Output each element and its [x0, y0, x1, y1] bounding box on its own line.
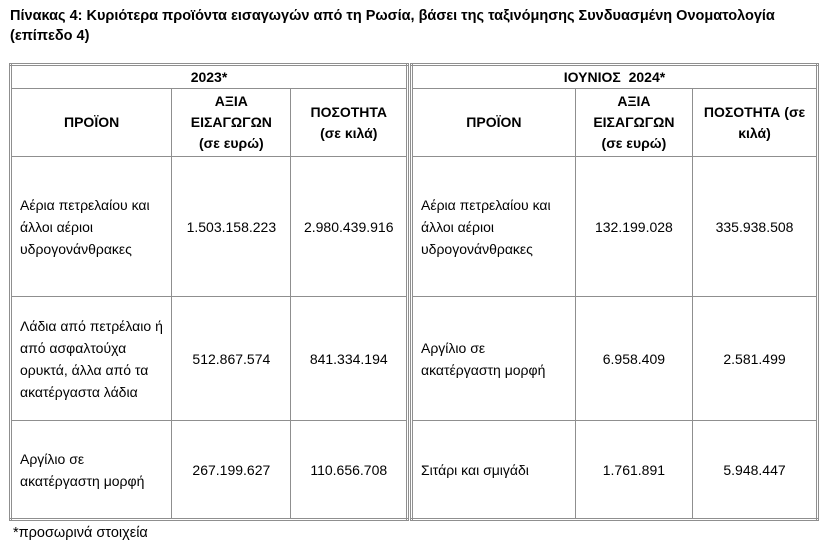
table-row — [412, 421, 818, 520]
column-header-quantity: ΠΟΣΟΤΗΤΑ (σε κιλά) — [291, 89, 408, 157]
quantity-cell: 335.938.508 — [693, 157, 818, 297]
value-cell: 267.199.627 — [172, 421, 291, 520]
footnote: *προσωρινά στοιχεία — [13, 525, 148, 541]
period-header: 2023* — [11, 65, 408, 89]
value-cell: 6.958.409 — [575, 297, 692, 421]
column-header-value: ΑΞΙΑ ΕΙΣΑΓΩΓΩΝ (σε ευρώ) — [575, 89, 692, 157]
quantity-cell: 2.980.439.916 — [291, 157, 408, 297]
table-row — [11, 157, 408, 297]
column-header-product: ΠΡΟΪΟΝ — [11, 89, 172, 157]
product-cell: Αέρια πετρελαίου και άλλοι αέριοι υδρογονάνθρακες — [11, 157, 172, 297]
value-cell: 512.867.574 — [172, 297, 291, 421]
table-title: Πίνακας 4: Κυριότερα προϊόντα εισαγωγών από τη Ρωσία, βάσει της ταξινόμησης Συνδυασμένη Ονοματολογία (επίπεδο 4) — [10, 8, 775, 44]
table-june-2024 — [410, 63, 819, 521]
product-cell: Σιτάρι και σμιγάδι — [412, 421, 576, 520]
value-cell: 1.503.158.223 — [172, 157, 291, 297]
period-header: ΙΟΥΝΙΟΣ 2024* — [412, 65, 818, 89]
value-cell: 132.199.028 — [575, 157, 692, 297]
column-header-value: ΑΞΙΑ ΕΙΣΑΓΩΓΩΝ (σε ευρώ) — [172, 89, 291, 157]
table-row — [11, 297, 408, 421]
table-row — [412, 297, 818, 421]
column-header-product: ΠΡΟΪΟΝ — [412, 89, 576, 157]
product-cell: Αργίλιο σε ακατέργαστη μορφή — [11, 421, 172, 520]
table-row — [412, 157, 818, 297]
tables-container — [9, 63, 819, 518]
product-cell: Λάδια από πετρέλαιο ή από ασφαλτούχα ορυκτά, άλλα από τα ακατέργαστα λάδια — [11, 297, 172, 421]
value-cell: 1.761.891 — [575, 421, 692, 520]
product-cell: Αέρια πετρελαίου και άλλοι αέριοι υδρογονάνθρακες — [412, 157, 576, 297]
product-cell: Αργίλιο σε ακατέργαστη μορφή — [412, 297, 576, 421]
quantity-cell: 2.581.499 — [693, 297, 818, 421]
table-2023 — [9, 63, 409, 521]
quantity-cell: 110.656.708 — [291, 421, 408, 520]
quantity-cell: 5.948.447 — [693, 421, 818, 520]
quantity-cell: 841.334.194 — [291, 297, 408, 421]
table-row — [11, 421, 408, 520]
column-header-quantity: ΠΟΣΟΤΗΤΑ (σε κιλά) — [693, 89, 818, 157]
